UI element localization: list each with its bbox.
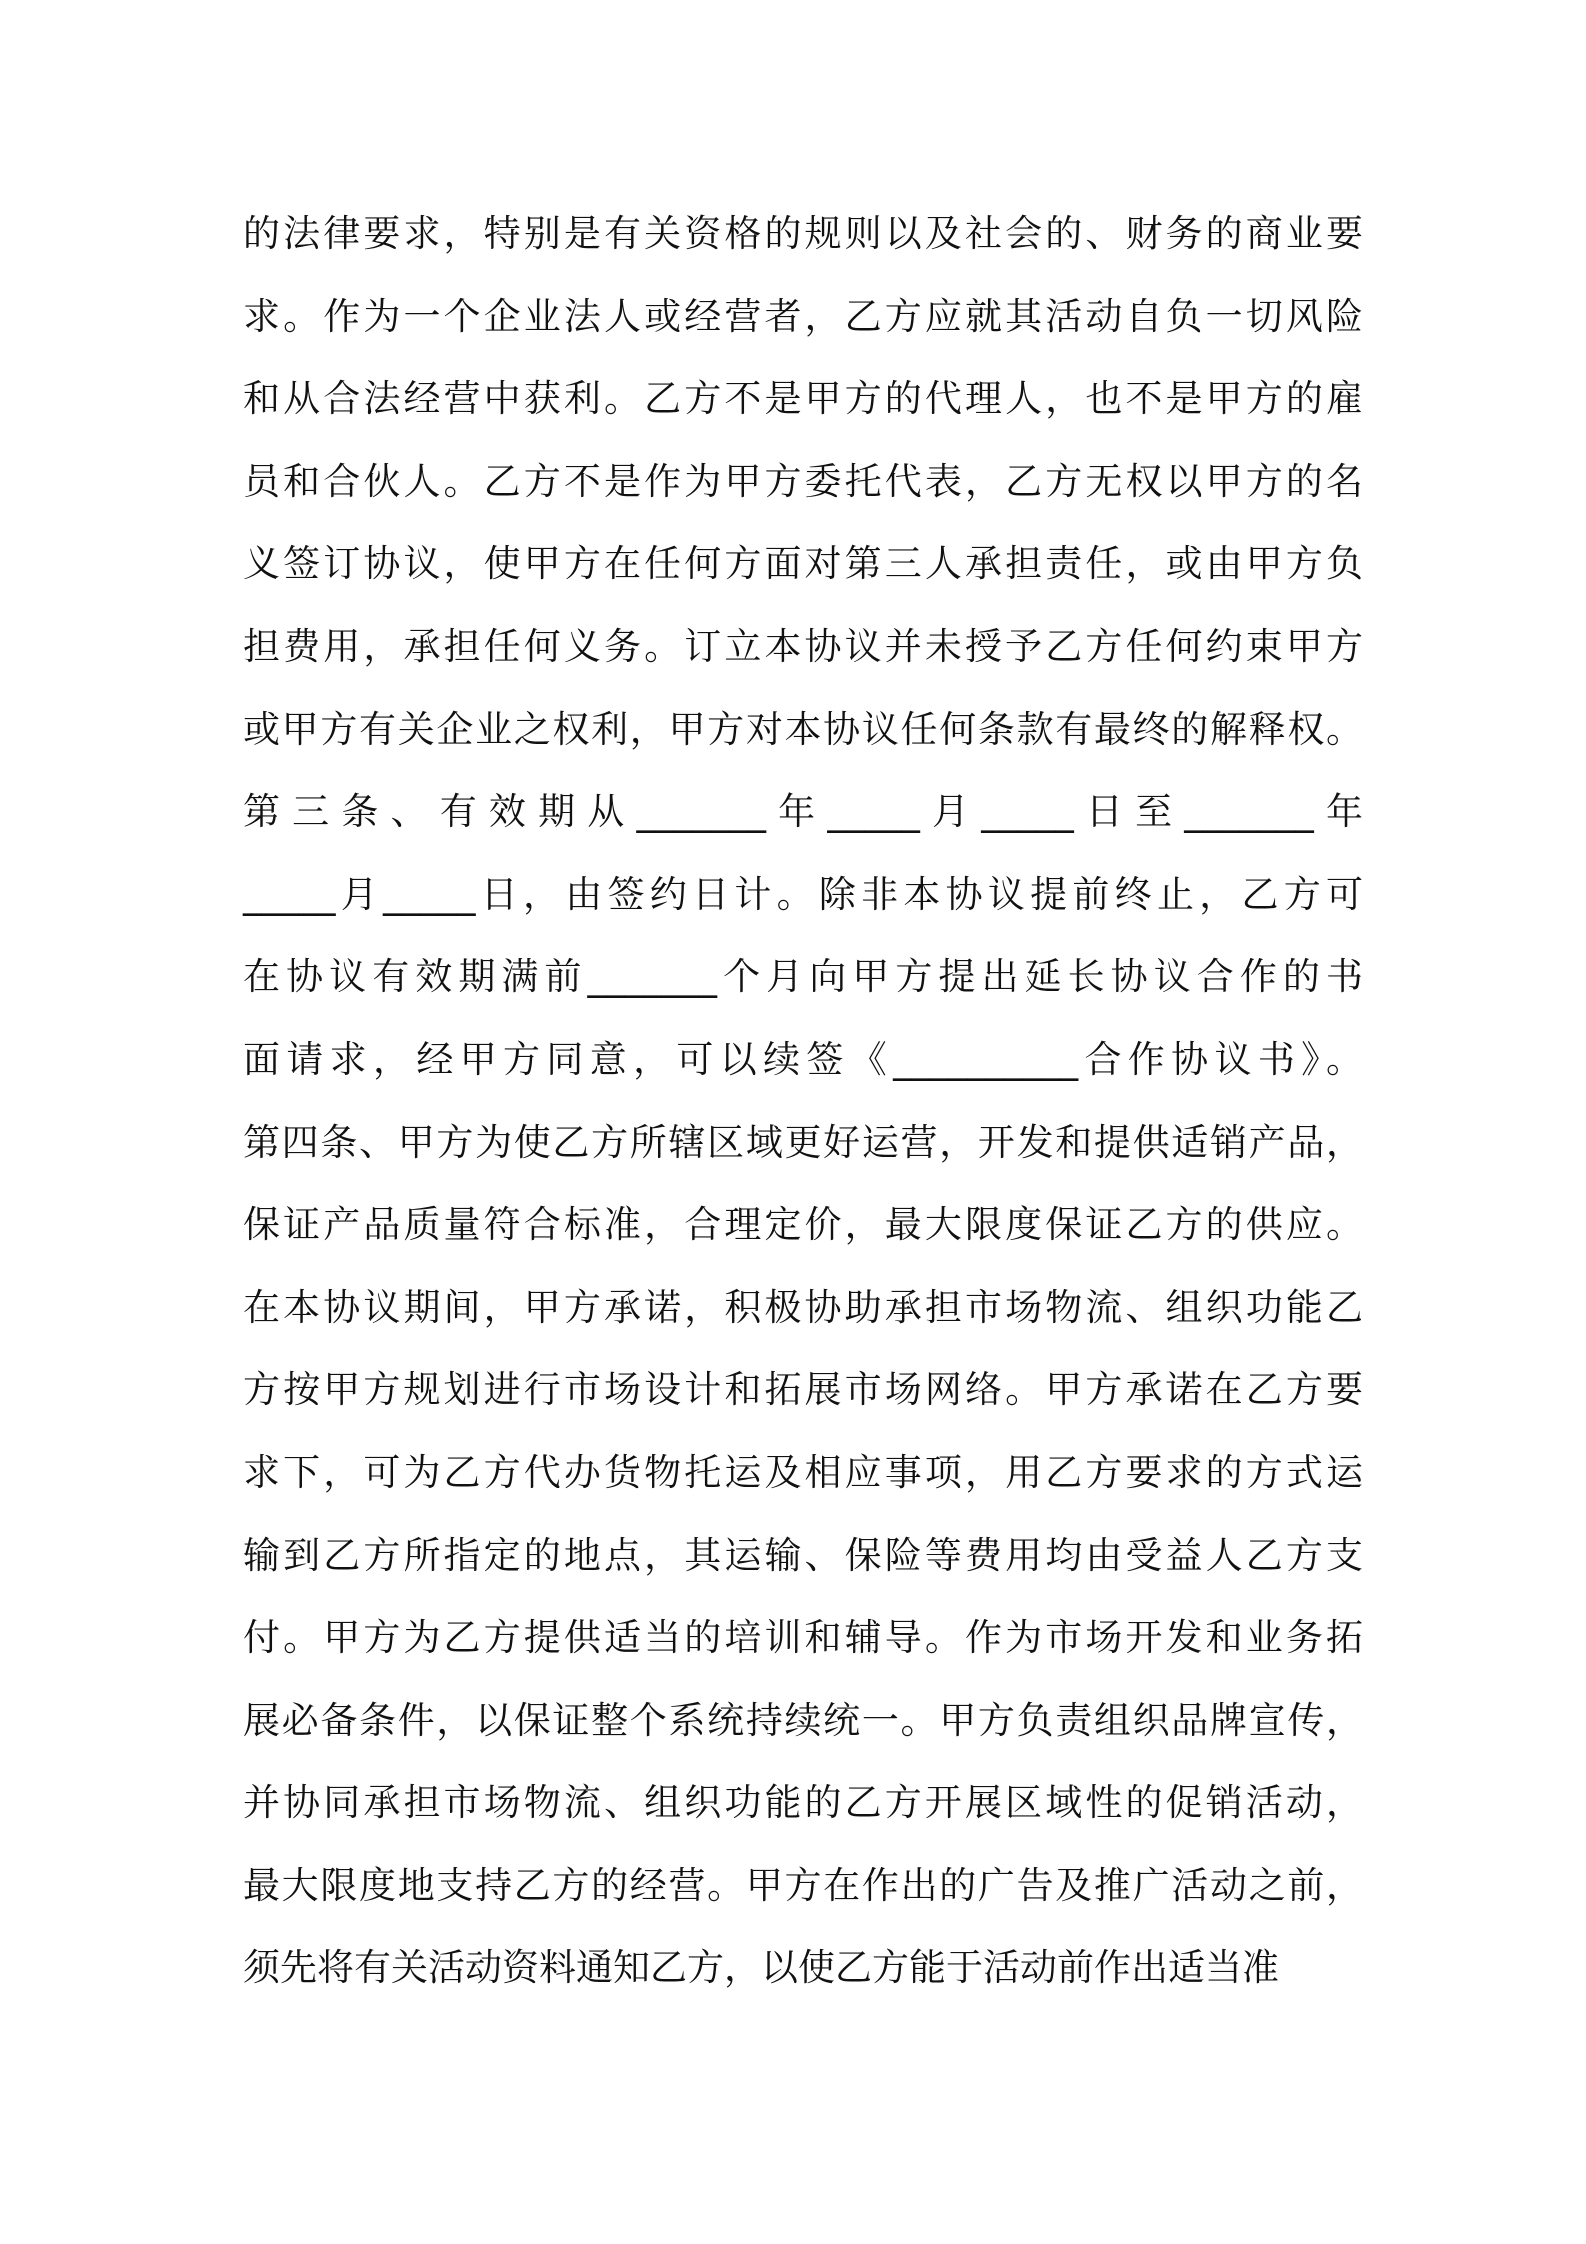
text-line: 最大限度地支持乙方的经营。甲方在作出的广告及推广活动之前， bbox=[243, 1863, 1363, 1907]
text-line: _____月_____日，由签约日计。除非本协议提前终止，乙方可 bbox=[243, 872, 1363, 916]
text-line: 输到乙方所指定的地点，其运输、保险等费用均由受益人乙方支 bbox=[243, 1533, 1363, 1577]
text-line: 求下，可为乙方代办货物托运及相应事项，用乙方要求的方式运 bbox=[243, 1450, 1363, 1494]
text-line: 员和合伙人。乙方不是作为甲方委托代表，乙方无权以甲方的名 bbox=[243, 459, 1363, 503]
text-line: 在协议有效期满前_______个月向甲方提出延长协议合作的书 bbox=[243, 955, 1363, 999]
text-line: 面请求，经甲方同意，可以续签《__________合作协议书》。 bbox=[243, 1037, 1363, 1081]
text-line: 的法律要求，特别是有关资格的规则以及社会的、财务的商业要 bbox=[243, 212, 1363, 255]
text-line: 第四条、甲方为使乙方所辖区域更好运营，开发和提供适销产品， bbox=[243, 1120, 1363, 1164]
text-line: 展必备条件，以保证整个系统持续统一。甲方负责组织品牌宣传， bbox=[243, 1698, 1363, 1742]
text-line: 求。作为一个企业法人或经营者，乙方应就其活动自负一切风险 bbox=[243, 294, 1363, 338]
text-line: 方按甲方规划进行市场设计和拓展市场网络。甲方承诺在乙方要 bbox=[243, 1368, 1363, 1412]
text-line: 第三条、有效期从_______年_____月_____日至_______年 bbox=[243, 790, 1363, 834]
text-line: 义签订协议，使甲方在任何方面对第三人承担责任，或由甲方负 bbox=[243, 542, 1363, 586]
text-line: 付。甲方为乙方提供适当的培训和辅导。作为市场开发和业务拓 bbox=[243, 1616, 1363, 1660]
text-line: 须先将有关活动资料通知乙方，以使乙方能于活动前作出适当准 bbox=[243, 1946, 1279, 1990]
text-line: 和从合法经营中获利。乙方不是甲方的代理人，也不是甲方的雇 bbox=[243, 377, 1363, 421]
text-line: 或甲方有关企业之权利，甲方对本协议任何条款有最终的解释权。 bbox=[243, 707, 1363, 751]
text-line: 并协同承担市场物流、组织功能的乙方开展区域性的促销活动， bbox=[243, 1781, 1363, 1825]
text-line: 担费用，承担任何义务。订立本协议并未授予乙方任何约束甲方 bbox=[243, 624, 1363, 668]
text-line: 在本协议期间，甲方承诺，积极协助承担市场物流、组织功能乙 bbox=[243, 1285, 1363, 1329]
document-body bbox=[243, 193, 1363, 2010]
text-line: 保证产品质量符合标准，合理定价，最大限度保证乙方的供应。 bbox=[243, 1203, 1363, 1247]
